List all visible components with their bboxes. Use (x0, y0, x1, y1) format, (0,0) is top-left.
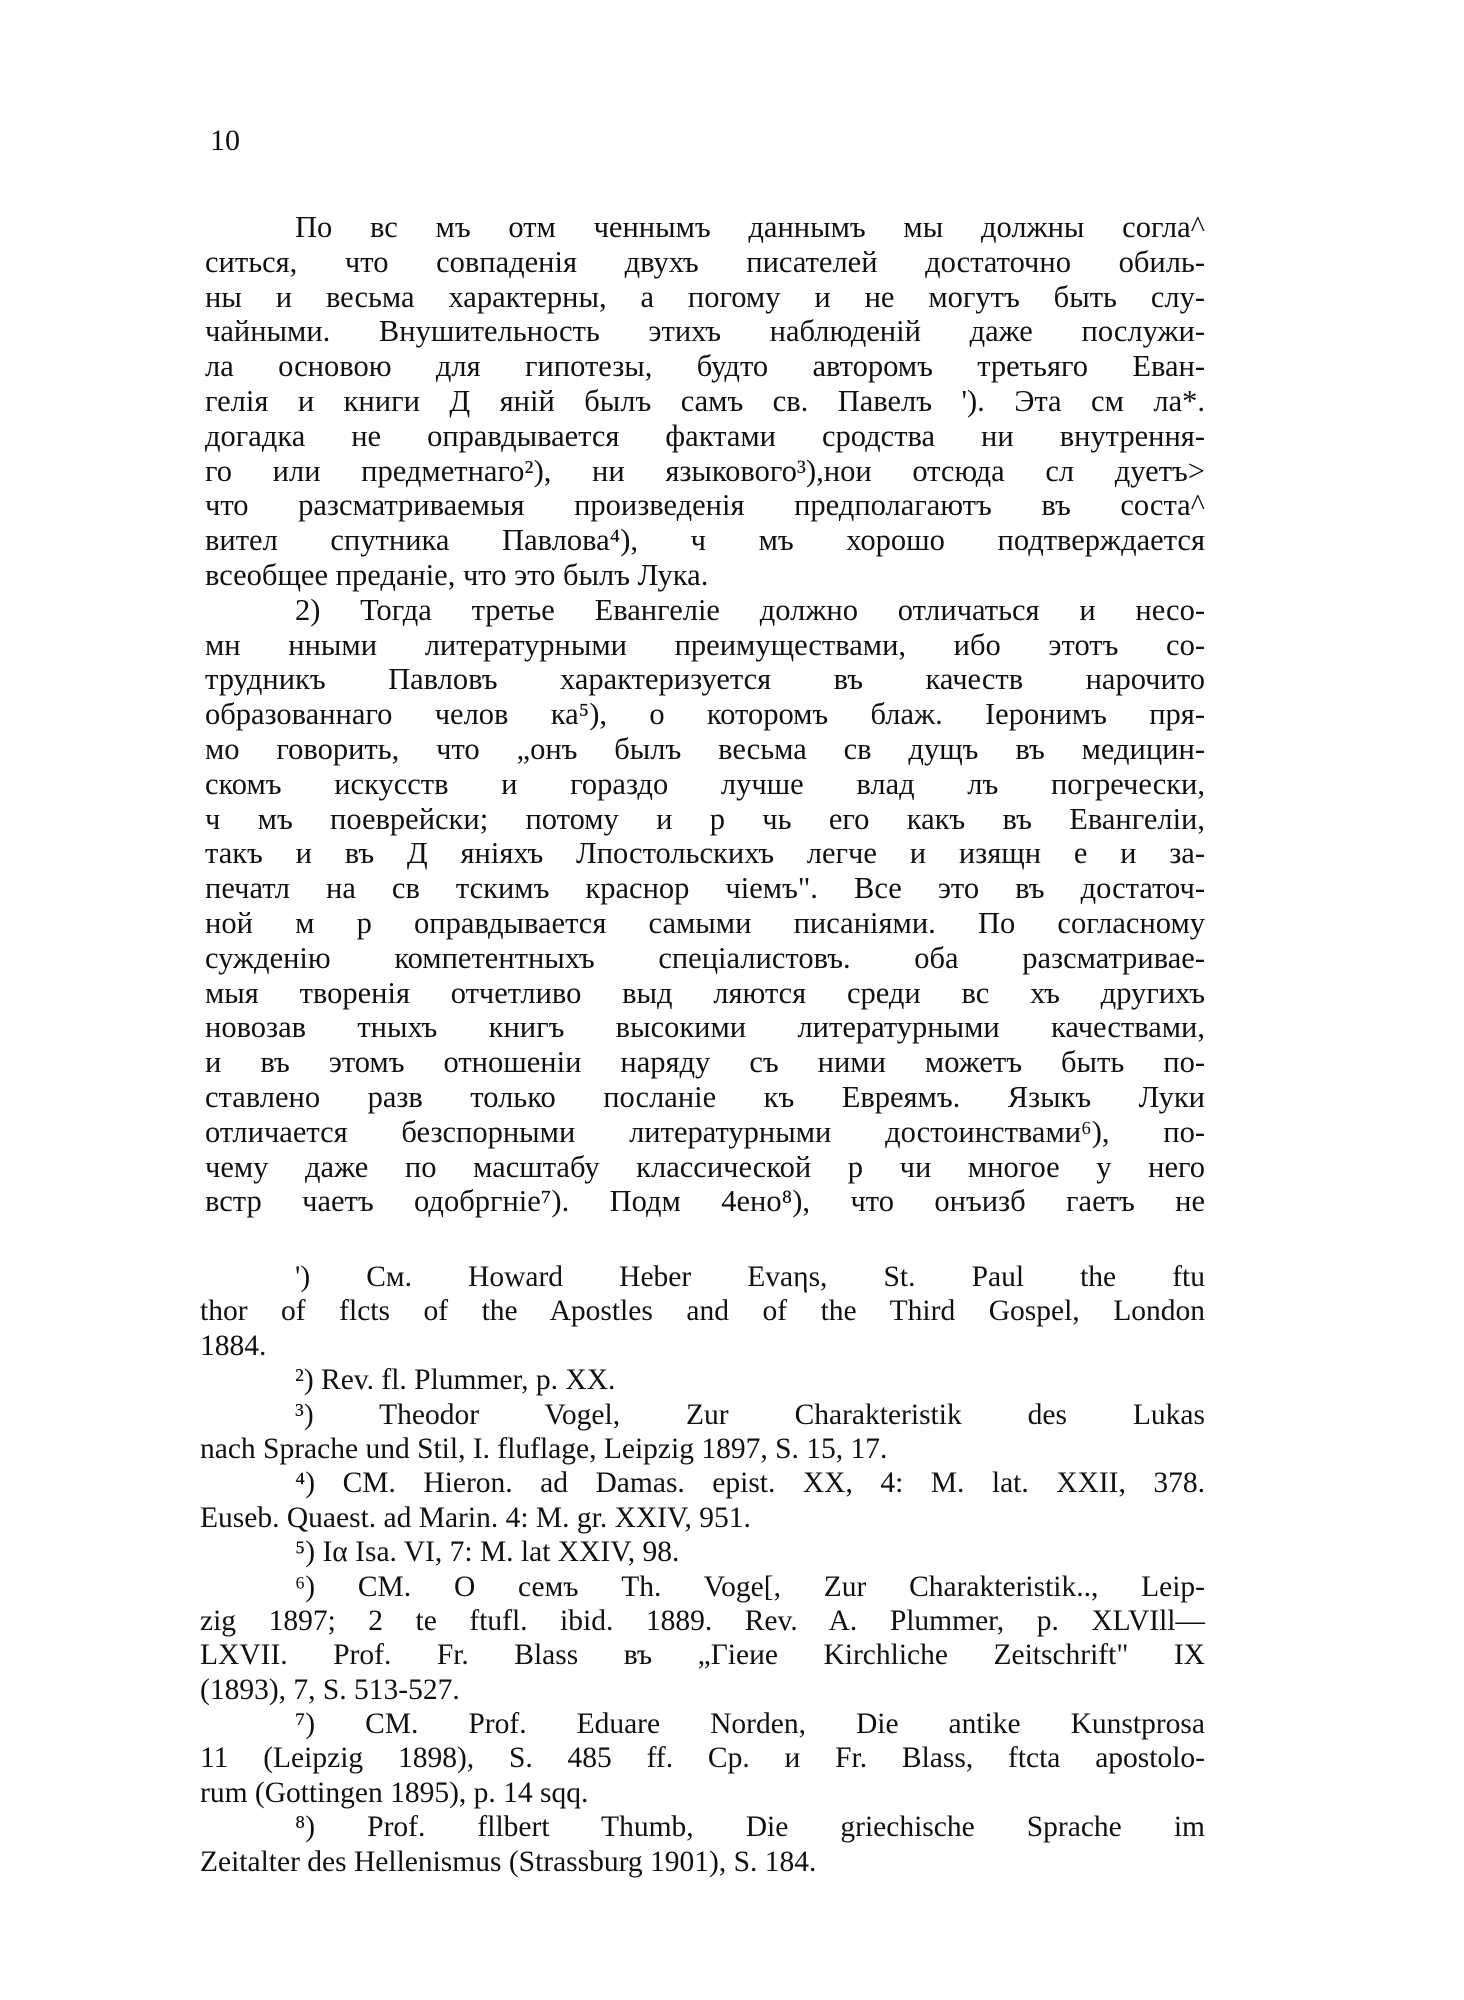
text-line: скомъ искусств и гораздо лучше влад лъ погречески, (205, 766, 1205, 801)
text-line: ситься, что совпаденія двухъ писателей достаточно обиль- (205, 244, 1205, 279)
footnote-3: ³) Theodor Vogel, Zur Charakteristik des Lukas (295, 1398, 1205, 1431)
text-line: 2) Тогда третье Евангеліе должно отличаться и несо- (295, 592, 1205, 627)
text-line: сужденію компетентныхъ спеціалистовъ. оба разсматривае- (205, 940, 1205, 975)
footnote-line: Euseb. Quaest. ad Marin. 4: M. gr. XXIV, 951. (200, 1501, 751, 1534)
text-line: догадка не оправдывается фактами сродства ни внутрення- (205, 418, 1205, 453)
text-line: мо говорить, что „онъ былъ весьма св дущъ въ медицин- (205, 731, 1205, 766)
footnote-line: (1893), 7, S. 513-527. (200, 1673, 460, 1706)
footnote-line: 1884. (200, 1329, 267, 1362)
text-line: новозав тныхъ книгъ высокими литературными качествами, (205, 1010, 1205, 1045)
footnote-1: ') См. Howard Heber Evaηs, St. Paul the ftu (295, 1261, 1205, 1293)
text-line: встр чаетъ одобргніе⁷). Подм 4ено⁸), что онъизб гаетъ не (205, 1184, 1205, 1219)
footnote-line: LXVII. Prof. Fr. Blass въ „Гіеие Kirchliche Zeitschrift" IX (200, 1639, 1205, 1672)
text-line: мыя творенія отчетливо выд ляются среди вс хъ другихъ (205, 975, 1205, 1010)
text-line: печатл на св тскимъ краснор чіемъ". Все это въ достаточ- (205, 871, 1205, 906)
footnote-6: ⁶) CM. O семъ Th. Voge[, Zur Charakteristik.., Leip- (295, 1570, 1205, 1603)
footnote-line: Zeitalter des Hellenismus (Strassburg 1901), S. 184. (200, 1845, 817, 1878)
text-line: гелія и книги Д яній былъ самъ св. Павелъ '). Эта см ла*. (205, 383, 1205, 418)
text-line: го или предметнаго²), ни языкового³),нои отсюда сл дуетъ> (205, 453, 1205, 488)
footnote-line: 11 (Leipzig 1898), S. 485 ff. Cp. и Fr. Blass, ftcta apostolo- (200, 1742, 1205, 1775)
footnote-2: ²) Rev. fl. Plummer, p. XX. (295, 1364, 616, 1397)
text-line: мн нными литературными преимуществами, ибо этотъ со- (205, 627, 1205, 662)
text-line: вител спутника Павлова⁴), ч мъ хорошо подтверждается (205, 523, 1205, 558)
main-text-block (205, 210, 1205, 1219)
footnote-5: ⁵) Iα Isa. VI, 7: M. lat XXIV, 98. (295, 1536, 680, 1569)
text-line: образованнаго челов ка⁵), о которомъ блаж. Іеронимъ пря- (205, 697, 1205, 732)
text-line: такъ и въ Д яніяхъ Лпостольскихъ легче и изящн е и за- (205, 836, 1205, 871)
text-line: всеобщее преданіе, что это былъ Лука. (205, 557, 709, 592)
footnote-line: nach Sprache und Stil, I. fluflage, Leipzig 1897, S. 15, 17. (200, 1432, 888, 1465)
text-line: ч мъ поеврейски; потому и р чь его какъ въ Евангеліи, (205, 801, 1205, 836)
text-line: По вс мъ отм ченнымъ даннымъ мы должны согла^ (295, 210, 1205, 244)
text-line: и въ этомъ отношеніи наряду съ ними можетъ быть по- (205, 1045, 1205, 1080)
footnote-line: rum (Gottingen 1895), p. 14 sqq. (200, 1776, 589, 1809)
text-line: отличается безспорными литературными достоинствами⁶), по- (205, 1114, 1205, 1149)
text-line: чему даже по масштабу классической р чи многое у него (205, 1149, 1205, 1184)
text-line: трудникъ Павловъ характеризуется въ качеств нарочито (205, 662, 1205, 697)
footnote-line: thor of flcts of the Apostles and of the Third Gospel, London (200, 1295, 1205, 1328)
footnote-7: ⁷) CM. Prof. Eduare Norden, Die antike Kunstprosa (295, 1708, 1205, 1741)
footnote-8: ⁸) Prof. fllbert Thumb, Die griechische Sprache im (295, 1811, 1205, 1844)
text-line: что разсматриваемыя произведенія предполагаютъ въ соста^ (205, 488, 1205, 523)
footnotes-block (200, 1260, 1205, 1879)
footnote-line: zig 1897; 2 te ftufl. ibid. 1889. Rev. A. Plummer, p. XLVIll— (200, 1604, 1205, 1637)
footnote-4: ⁴) CM. Hieron. ad Damas. epist. XX, 4: M. lat. XXII, 378. (295, 1467, 1205, 1500)
text-line: ной м р оправдывается самыми писаніями. По согласному (205, 905, 1205, 940)
page-number: 10 (210, 124, 240, 157)
text-line: ла основою для гипотезы, будто авторомъ третьяго Еван- (205, 349, 1205, 384)
text-line: чайными. Внушительность этихъ наблюденій даже послужи- (205, 314, 1205, 349)
text-line: ны и весьма характерны, а погому и не могутъ быть слу- (205, 279, 1205, 314)
text-line: ставлено разв только посланіе къ Евреямъ. Языкъ Луки (205, 1079, 1205, 1114)
